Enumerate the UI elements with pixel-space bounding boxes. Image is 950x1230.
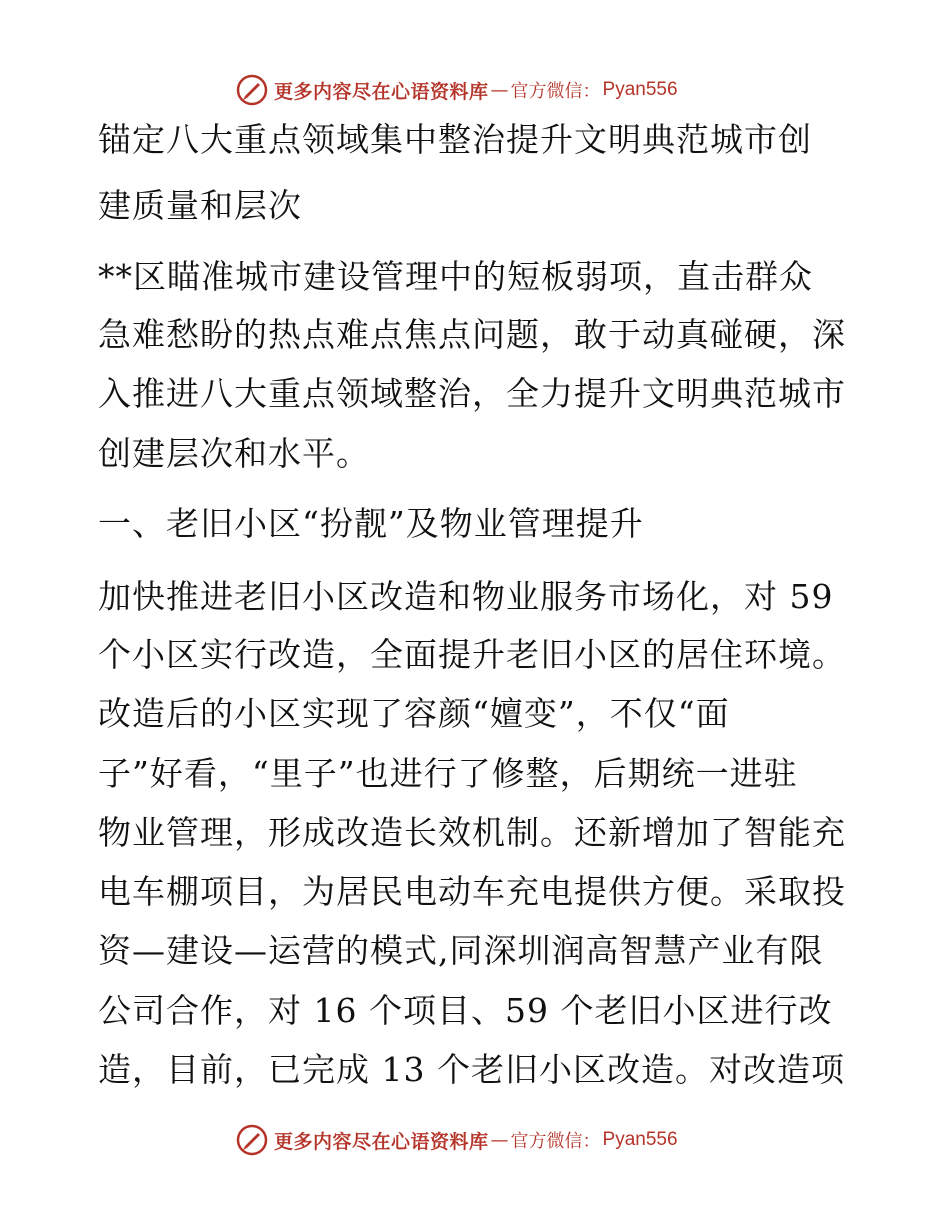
banner-wechat-id: Pyan556 (602, 1129, 678, 1150)
banner-wechat-label: 官方微信： (510, 81, 601, 102)
text-line: 改造后的小区实现了容颜“嬗变”，不仅“面 (98, 694, 730, 733)
banner-brand: 更多内容尽在心语资料库 (274, 80, 489, 103)
text-line: 建质量和层次 (98, 186, 302, 225)
text-line: 加快推进老旧小区改造和物业服务市场化，对 59 (98, 577, 834, 616)
text-line: 创建层次和水平。 (98, 434, 370, 473)
quill-logo-icon (236, 74, 268, 106)
section-heading: 一、老旧小区“扮靓”及物业管理提升 (98, 504, 644, 543)
text-line: 个小区实行改造，全面提升老旧小区的居住环境。 (98, 635, 846, 674)
text-line: 电车棚项目，为居民电动车充电提供方便。采取投 (98, 872, 846, 911)
text-line: 公司合作，对 16 个项目、59 个老旧小区进行改 (98, 991, 833, 1030)
text-line: 物业管理，形成改造长效机制。还新增加了智能充 (98, 813, 846, 852)
text-line: 造，目前，已完成 13 个老旧小区改造。对改造项 (98, 1050, 845, 1089)
text-line: 急难愁盼的热点难点焦点问题，敢于动真碰硬，深 (98, 315, 846, 354)
footer-banner (236, 1122, 678, 1158)
banner-wechat-label: 官方微信： (510, 1131, 601, 1152)
text-line: 子”好看，“里子”也进行了修整，后期统一进驻 (98, 754, 798, 793)
text-line: **区瞄准城市建设管理中的短板弱项，直击群众 (98, 257, 813, 296)
text-line: 锚定八大重点领域集中整治提升文明典范城市创 (98, 120, 812, 159)
banner-brand: 更多内容尽在心语资料库 (274, 1130, 489, 1153)
quill-logo-icon (236, 1124, 268, 1156)
banner-dash: — (490, 79, 509, 101)
header-banner (236, 72, 678, 108)
text-line: 入推进八大重点领域整治，全力提升文明典范城市 (98, 374, 846, 413)
banner-dash: — (490, 1129, 509, 1151)
text-line: 资—建设—运营的模式,同深圳润高智慧产业有限 (98, 931, 824, 970)
banner-wechat-id: Pyan556 (602, 79, 678, 100)
